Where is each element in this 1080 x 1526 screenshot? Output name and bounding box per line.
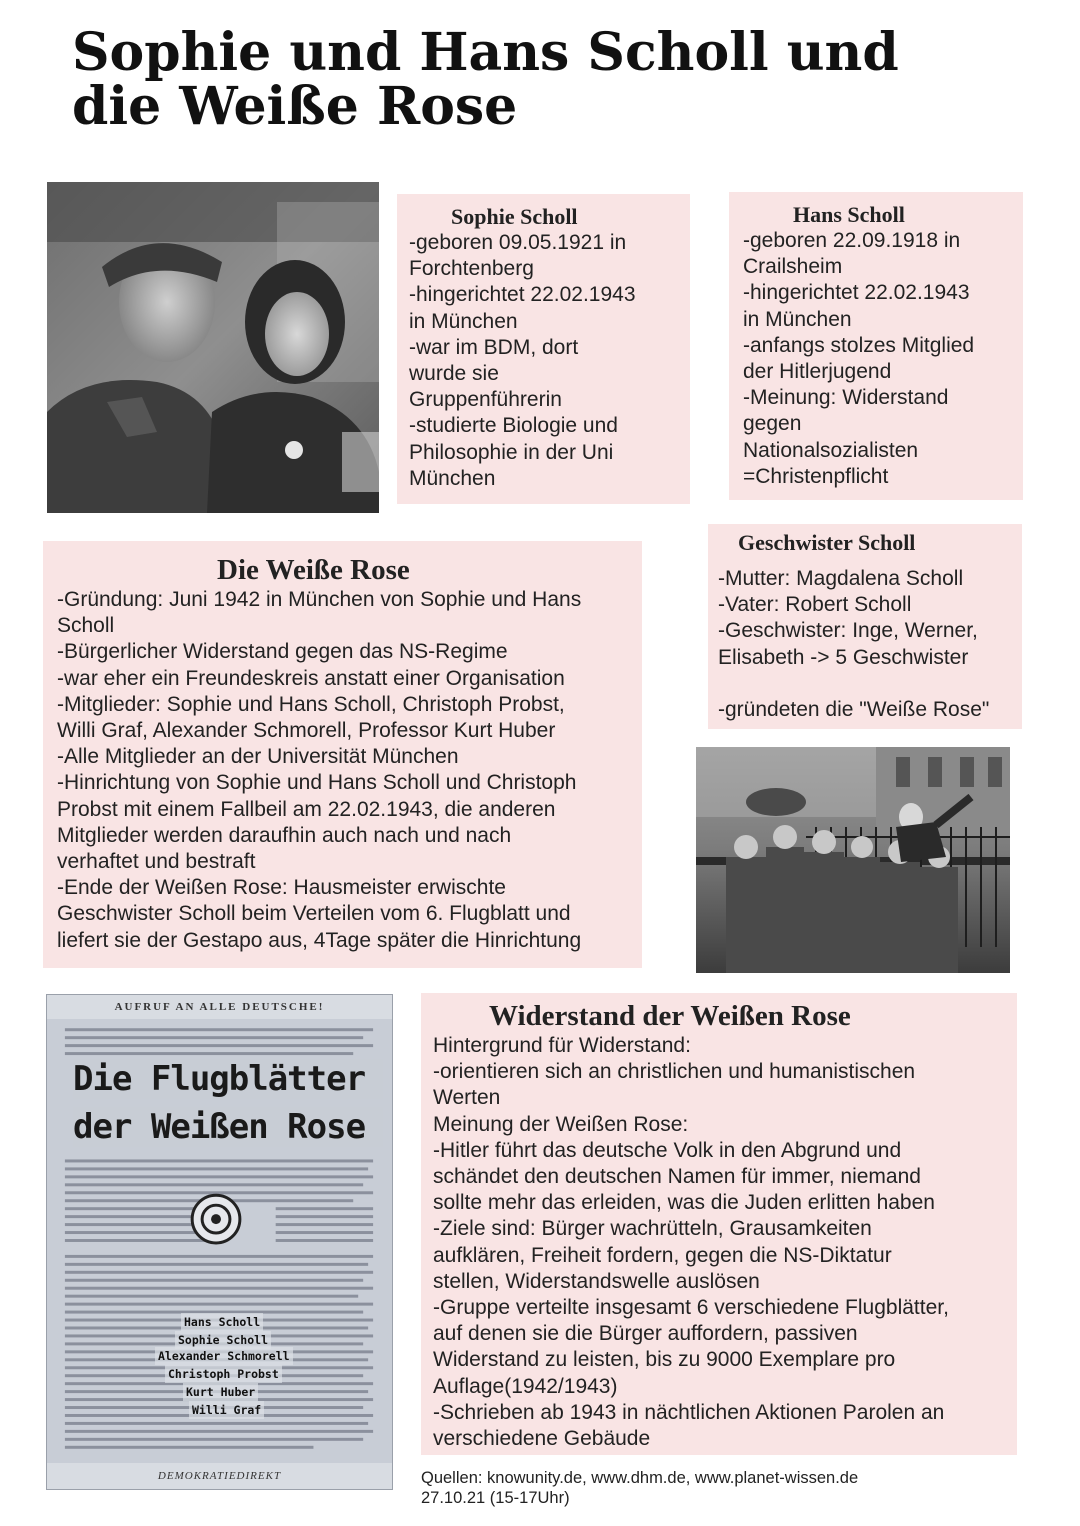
hans-line: -geboren 22.09.1918 in bbox=[743, 229, 961, 252]
weisse-rose-line: Willi Graf, Alexander Schmorell, Professor Kurt Huber bbox=[57, 719, 556, 743]
book-name: Hans Scholl bbox=[181, 1313, 263, 1331]
widerstand-line: -Schrieben ab 1943 in nächtlichen Aktionen Parolen an bbox=[433, 1400, 945, 1424]
weisse-rose-line: -Gründung: Juni 1942 in München von Sophie und Hans bbox=[57, 588, 582, 611]
weisse-rose-line: -war eher ein Freundeskreis anstatt einer Organisation bbox=[57, 666, 565, 690]
book-name: Sophie Scholl bbox=[175, 1331, 271, 1349]
widerstand-heading: Widerstand der Weißen Rose bbox=[489, 1000, 851, 1032]
book-publisher: DEMOKRATIEDIREKT bbox=[47, 1463, 392, 1489]
hans-line: -anfangs stolzes Mitglied bbox=[743, 333, 975, 357]
hans-line: Crailsheim bbox=[743, 255, 843, 279]
geschwister-line: -Vater: Robert Scholl bbox=[718, 593, 912, 617]
geschwister-line: Elisabeth -> 5 Geschwister bbox=[718, 645, 969, 669]
sophie-line: -hingerichtet 22.02.1943 bbox=[409, 283, 636, 307]
book-name: Alexander Schmorell bbox=[155, 1347, 293, 1365]
sources-line-2: 27.10.21 (15-17Uhr) bbox=[421, 1489, 570, 1507]
weisse-rose-line: Probst mit einem Fallbeil am 22.02.1943, die anderen bbox=[57, 797, 556, 821]
weisse-rose-box bbox=[43, 541, 642, 968]
spacer bbox=[718, 671, 1012, 697]
weisse-rose-line: -Mitglieder: Sophie und Hans Scholl, Christoph Probst, bbox=[57, 692, 565, 716]
sophie-line: Forchtenberg bbox=[409, 257, 534, 281]
weisse-rose-line: -Alle Mitglieder an der Universität München bbox=[57, 745, 459, 769]
geschwister-closing: -gründeten die "Weiße Rose" bbox=[718, 697, 990, 721]
hans-line: in München bbox=[743, 307, 852, 331]
weisse-rose-line: -Hinrichtung von Sophie und Hans Scholl und Christoph bbox=[57, 771, 577, 795]
weisse-rose-line: -Bürgerlicher Widerstand gegen das NS-Regime bbox=[57, 640, 508, 664]
widerstand-line: sollte mehr das erleiden, was die Juden erlitten haben bbox=[433, 1191, 935, 1215]
book-cover-flugblaetter bbox=[46, 994, 393, 1490]
book-name: Willi Graf bbox=[189, 1401, 264, 1419]
book-top-line: AUFRUF AN ALLE DEUTSCHE! bbox=[47, 995, 392, 1019]
sophie-scholl-box bbox=[397, 194, 690, 504]
page-title bbox=[72, 22, 1012, 137]
sources-line-1: Quellen: knowunity.de, www.dhm.de, www.planet-wissen.de bbox=[421, 1469, 859, 1487]
widerstand-line: Werten bbox=[433, 1086, 501, 1110]
title-line-2: die Weiße Rose bbox=[72, 76, 518, 137]
hans-line: -hingerichtet 22.02.1943 bbox=[743, 281, 970, 305]
sophie-line: -geboren 09.05.1921 in bbox=[409, 231, 627, 254]
weisse-rose-line: Scholl bbox=[57, 614, 115, 638]
widerstand-line: -orientieren sich an christlichen und humanistischen bbox=[433, 1060, 916, 1084]
sophie-scholl-heading: Sophie Scholl bbox=[451, 204, 578, 229]
book-name: Christoph Probst bbox=[165, 1365, 282, 1383]
weisse-rose-line: Geschwister Scholl beim Verteilen vom 6. Flugblatt und bbox=[57, 902, 571, 926]
weisse-rose-line: Mitglieder werden daraufhin auch nach und nach bbox=[57, 823, 512, 847]
widerstand-box bbox=[421, 993, 1017, 1455]
widerstand-line: Auflage(1942/1943) bbox=[433, 1374, 618, 1398]
photo-group-at-fence bbox=[696, 747, 1010, 973]
sophie-line: München bbox=[409, 466, 496, 490]
weisse-rose-line: liefert sie der Gestapo aus, 4Tage später die Hinrichtung bbox=[57, 928, 582, 952]
rose-seal-icon bbox=[192, 1195, 240, 1243]
sophie-line: in München bbox=[409, 309, 518, 333]
widerstand-line: aufklären, Freiheit fordern, gegen die NS-Diktatur bbox=[433, 1243, 892, 1267]
book-name: Kurt Huber bbox=[183, 1383, 258, 1401]
title-line-1: Sophie und Hans Scholl und bbox=[72, 22, 899, 83]
weisse-rose-line: verhaftet und bestraft bbox=[57, 850, 256, 874]
sophie-line: Philosophie in der Uni bbox=[409, 440, 614, 464]
widerstand-line: auf denen sie die Bürger auffordern, passiven bbox=[433, 1322, 858, 1346]
hans-line: =Christenpflicht bbox=[743, 464, 889, 488]
geschwister-scholl-heading: Geschwister Scholl bbox=[738, 530, 916, 555]
widerstand-line: -Hitler führt das deutsche Volk in den Abgrund und bbox=[433, 1138, 902, 1162]
weisse-rose-line: -Ende der Weißen Rose: Hausmeister erwischte bbox=[57, 876, 506, 900]
widerstand-line: stellen, Widerstandswelle auslösen bbox=[433, 1269, 760, 1293]
widerstand-line: verschiedene Gebäude bbox=[433, 1427, 651, 1451]
weisse-rose-heading: Die Weiße Rose bbox=[217, 554, 410, 586]
widerstand-line: -Ziele sind: Bürger wachrütteln, Grausamkeiten bbox=[433, 1217, 872, 1241]
hans-line: -Meinung: Widerstand bbox=[743, 386, 949, 410]
sophie-line: -studierte Biologie und bbox=[409, 414, 618, 438]
geschwister-line: -Mutter: Magdalena Scholl bbox=[718, 567, 964, 590]
sophie-line: Gruppenführerin bbox=[409, 388, 562, 412]
hans-line: gegen bbox=[743, 412, 802, 436]
hans-line: Nationalsozialisten bbox=[743, 438, 919, 462]
widerstand-line: schändet den deutschen Namen für immer, niemand bbox=[433, 1165, 921, 1189]
geschwister-line: -Geschwister: Inge, Werner, bbox=[718, 619, 978, 643]
widerstand-line: -Gruppe verteilte insgesamt 6 verschiedene Flugblätter, bbox=[433, 1296, 949, 1320]
hans-line: der Hitlerjugend bbox=[743, 360, 892, 384]
sophie-line: -war im BDM, dort bbox=[409, 335, 579, 359]
book-title-line-1: Die Flugblätter bbox=[73, 1059, 383, 1099]
widerstand-line: Meinung der Weißen Rose: bbox=[433, 1112, 689, 1136]
photo-hans-and-sophie bbox=[47, 182, 379, 513]
widerstand-line: Hintergrund für Widerstand: bbox=[433, 1034, 691, 1057]
hans-scholl-heading: Hans Scholl bbox=[793, 202, 905, 227]
widerstand-line: Widerstand zu leisten, bis zu 9000 Exemplare pro bbox=[433, 1348, 896, 1372]
book-title-line-2: der Weißen Rose bbox=[73, 1107, 383, 1147]
sophie-line: wurde sie bbox=[409, 362, 499, 386]
hans-scholl-box bbox=[729, 192, 1023, 500]
sources bbox=[421, 1468, 981, 1508]
geschwister-scholl-box bbox=[708, 524, 1022, 729]
